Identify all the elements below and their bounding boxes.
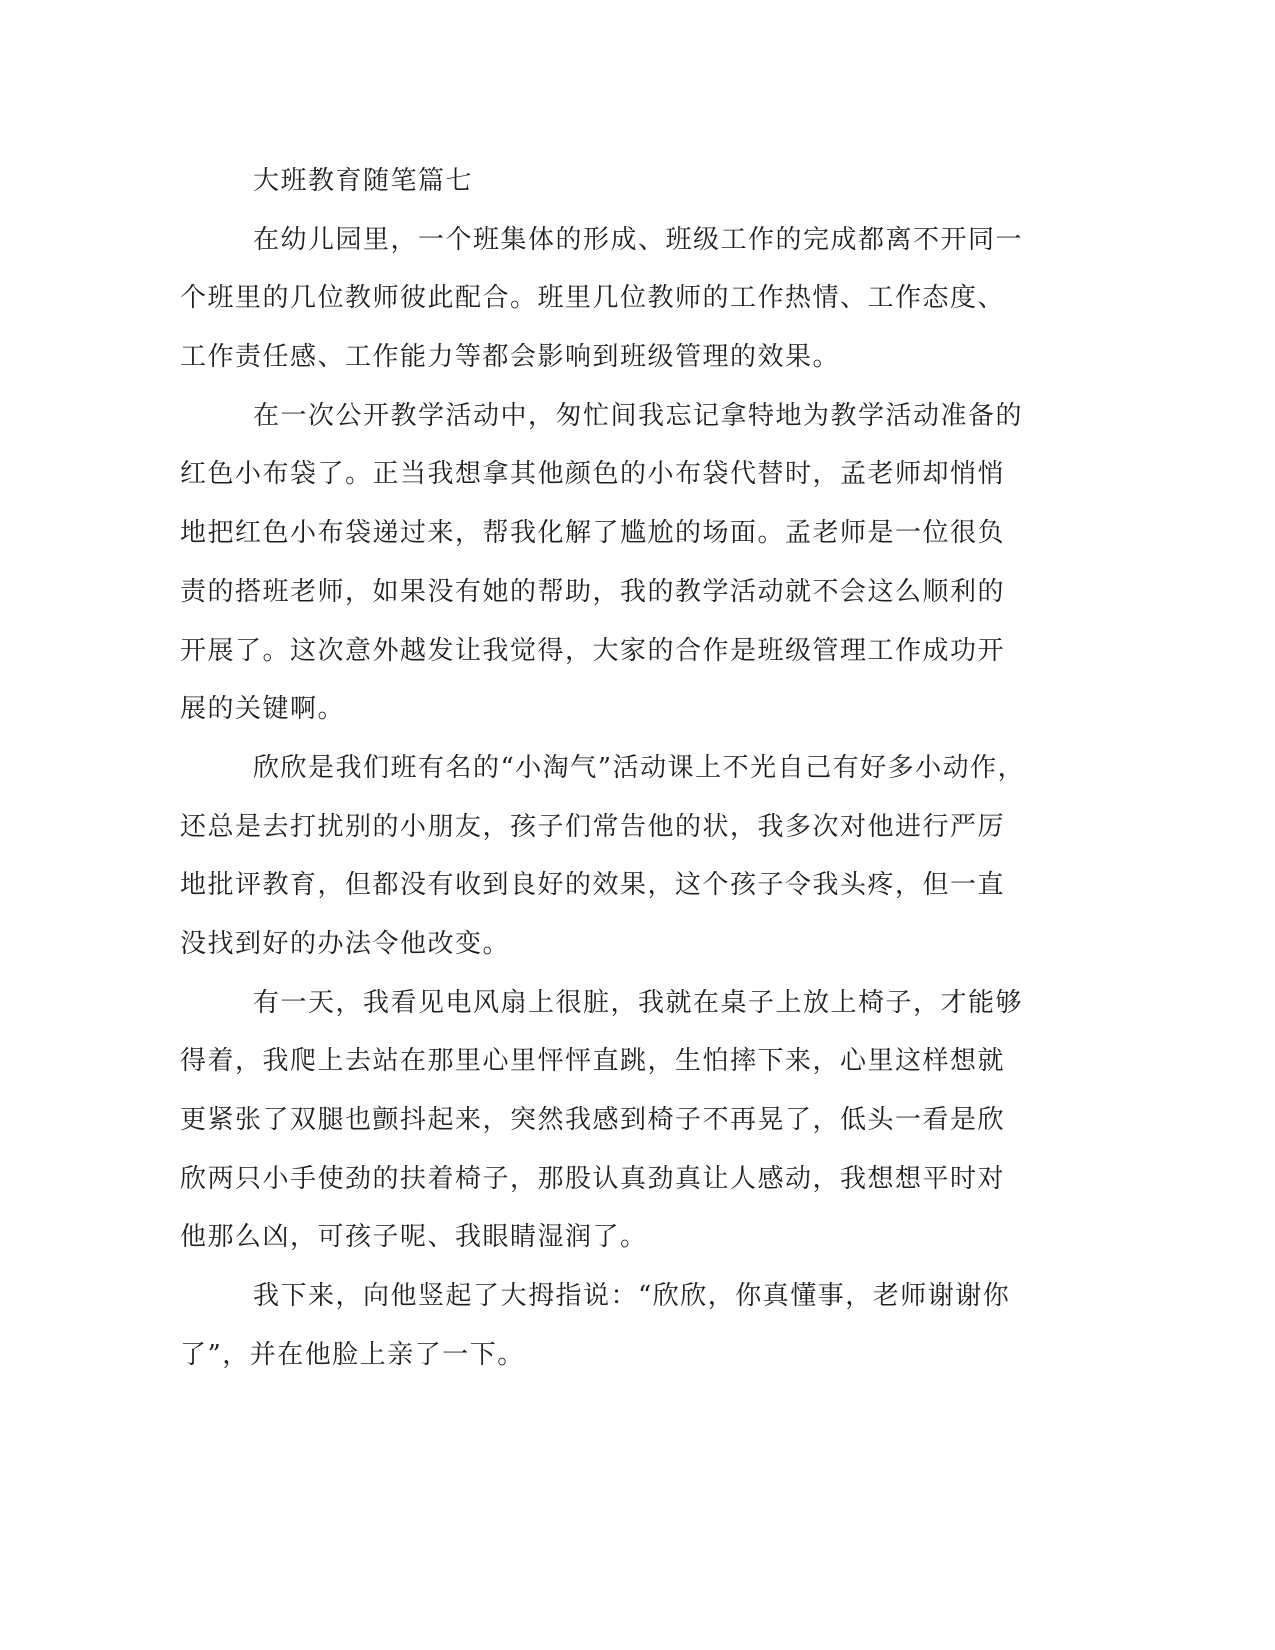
text-line: 红色小布袋了。正当我想拿其他颜色的小布袋代替时，孟老师却悄悄 — [180, 459, 1006, 490]
paragraph-4 — [180, 974, 1275, 1267]
text-line: 他那么凶，可孩子呢、我眼睛湿润了。 — [180, 1222, 648, 1253]
text-line: 在幼儿园里，一个班集体的形成、班级工作的完成都离不开同一 — [253, 224, 1024, 255]
text-line: 展的关键啊。 — [180, 694, 346, 725]
text-line: 没找到好的办法令他改变。 — [180, 928, 511, 959]
text-line: 得着，我爬上去站在那里心里怦怦直跳，生怕摔下来，心里这样想就 — [180, 1046, 1006, 1077]
text-line: 地把红色小布袋递过来，帮我化解了尴尬的场面。孟老师是一位很负 — [180, 518, 1006, 549]
text-line: 欣欣是我们班有名的“小淘气”活动课上不光自己有好多小动作， — [253, 752, 1026, 783]
text-line: 我下来，向他竖起了大拇指说：“欣欣，你真懂事，老师谢谢你 — [253, 1281, 1011, 1312]
text-line: 还总是去打扰别的小朋友，孩子们常告他的状，我多次对他进行严厉 — [180, 811, 1006, 842]
paragraph-1 — [180, 211, 1275, 387]
document-title: 大班教育随笔篇七 — [253, 166, 474, 196]
text-line: 责的搭班老师，如果没有她的帮助，我的教学活动就不会这么顺利的 — [180, 576, 1006, 607]
text-line: 欣两只小手使劲的扶着椅子，那股认真劲真让人感动，我想想平时对 — [180, 1163, 1006, 1194]
text-line: 在一次公开教学活动中，匆忙间我忘记拿特地为教学活动准备的 — [253, 400, 1024, 431]
paragraph-3 — [180, 739, 1275, 974]
text-line: 开展了。这次意外越发让我觉得，大家的合作是班级管理工作成功开 — [180, 635, 1006, 666]
text-line: 有一天，我看见电风扇上很脏，我就在桌子上放上椅子，才能够 — [253, 987, 1024, 1018]
text-line: 地批评教育，但都没有收到良好的效果，这个孩子令我头疼，但一直 — [180, 870, 1006, 901]
text-line: 工作责任感、工作能力等都会影响到班级管理的效果。 — [180, 342, 841, 373]
paragraph-2 — [180, 387, 1275, 739]
text-line: 更紧张了双腿也颤抖起来，突然我感到椅子不再晃了，低头一看是欣 — [180, 1105, 1006, 1135]
text-line: 个班里的几位教师彼此配合。班里几位教师的工作热情、工作态度、 — [180, 283, 1006, 314]
text-line: 了”，并在他脸上亲了一下。 — [180, 1339, 525, 1370]
paragraph-5 — [180, 1267, 1275, 1384]
